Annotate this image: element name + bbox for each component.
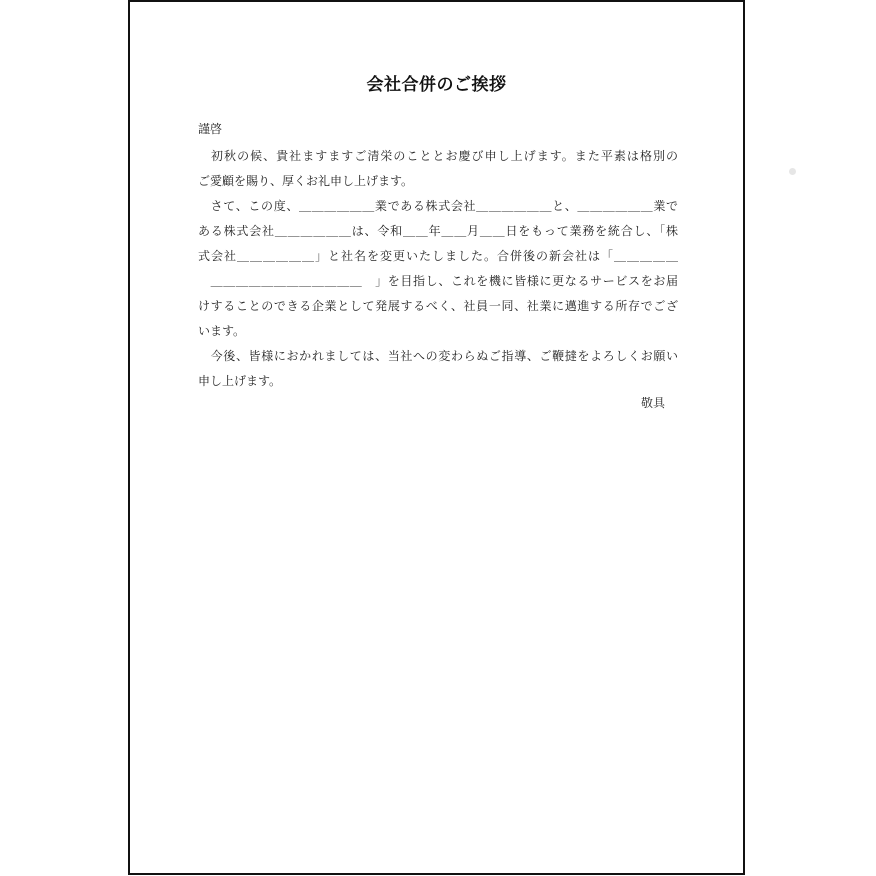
body-line: 今後、皆様におかれましては、当社への変わらぬご指導、ご鞭撻をよろしくお願い [198, 349, 678, 363]
salutation: 謹啓 [198, 122, 223, 136]
letter-body [198, 144, 678, 394]
body-line: ご愛顧を賜り、厚くお礼申し上げます。 [198, 174, 414, 188]
body-line: 申し上げます。 [198, 374, 282, 388]
body-line: ＿＿＿＿＿＿＿＿＿＿＿＿ 」を目指し、これを機に皆様に更なるサービスをお届 [198, 274, 678, 288]
decorative-dot [789, 168, 796, 175]
body-line: 式会社＿＿＿＿＿＿」と社名を変更いたしました。合併後の新会社は「＿＿＿＿＿ [198, 249, 678, 263]
closing-phrase: 敬具 [640, 396, 665, 410]
body-line: さて、この度、＿＿＿＿＿＿業である株式会社＿＿＿＿＿＿と、＿＿＿＿＿＿業で [198, 199, 678, 213]
document-page [128, 0, 745, 875]
body-line: います。 [198, 324, 246, 338]
body-line: 初秋の候、貴社ますますご清栄のこととお慶び申し上げます。また平素は格別の [198, 149, 678, 163]
body-line: ある株式会社＿＿＿＿＿＿は、令和＿＿年＿＿月＿＿日をもって業務を統合し、「株 [198, 224, 678, 238]
body-line: けすることのできる企業として発展するべく、社員一同、社業に邁進する所存でござ [198, 299, 678, 313]
document-title: 会社合併のご挨拶 [366, 75, 507, 95]
